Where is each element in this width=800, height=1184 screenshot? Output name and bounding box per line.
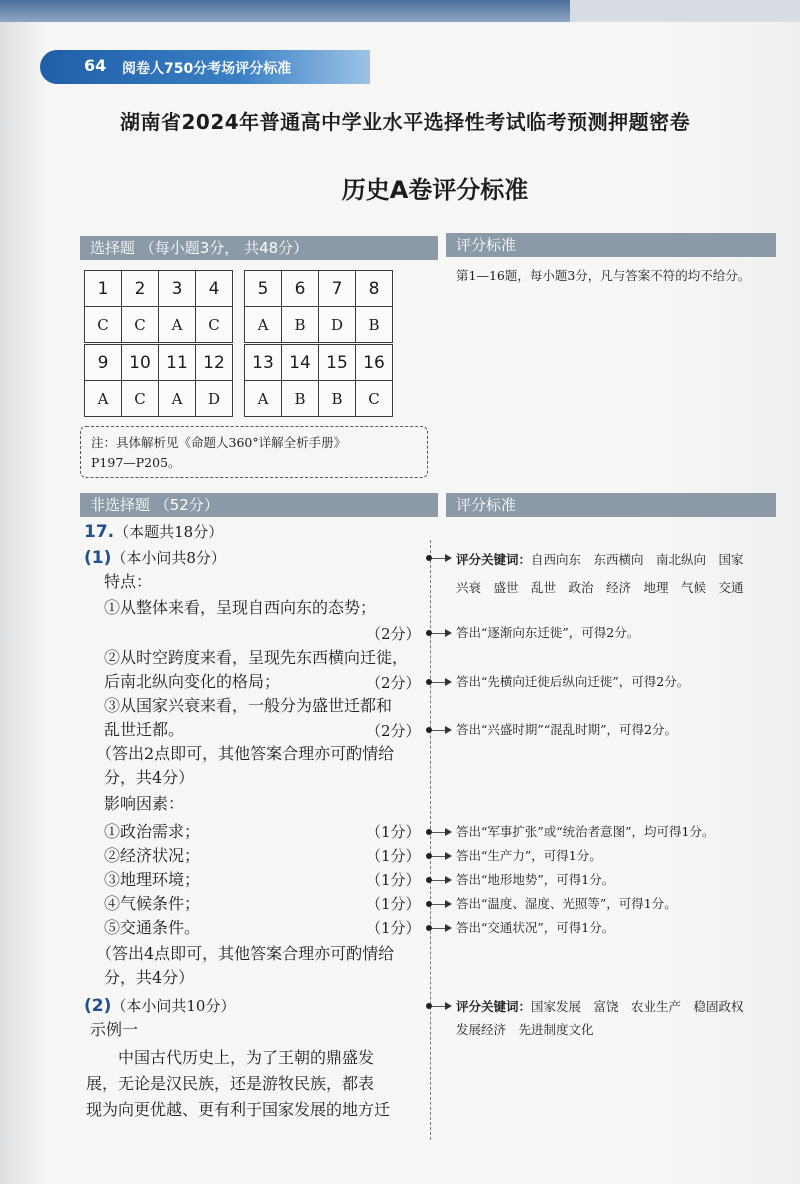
reference-note — [80, 426, 428, 478]
answer-letter: A — [159, 381, 196, 417]
choice-criteria-header: 评分标准 — [446, 233, 776, 257]
answer-letter: C — [122, 381, 159, 417]
part-number: (2) — [84, 996, 112, 1016]
feature-3-line-1: ③从国家兴衰来看，一般分为盛世迁都和 — [104, 696, 393, 715]
question-number: 4 — [196, 271, 233, 307]
answer-table-1-4 — [84, 270, 233, 343]
feature-3-line-2: 乱世迁都。 — [104, 720, 185, 739]
feature-2-rule: 答出“先横向迁徙后纵向迁徙”，可得2分。 — [456, 674, 690, 689]
page-number: 64 — [84, 56, 107, 75]
keywords: 国家发展 富饶 农业生产 稳固政权 — [531, 999, 744, 1014]
answer-letter: A — [245, 381, 282, 417]
factor-5-score: （1分） — [366, 919, 421, 937]
answer-letter: D — [319, 307, 356, 343]
factor-4-rule: 答出“温度、湿度、光照等”，可得1分。 — [456, 896, 677, 911]
answer-letter: C — [122, 307, 159, 343]
nonchoice-section-header: 非选择题 （52分） — [80, 493, 438, 517]
features-note-line-1: （答出2点即可，其他答案合理亦可酌情给 — [96, 744, 395, 763]
factors-note-line-2: 分，共4分） — [104, 968, 195, 987]
answer-table-5-8 — [244, 270, 393, 343]
question-number: 6 — [282, 271, 319, 307]
features-label: 特点： — [104, 572, 153, 591]
factor-2-score: （1分） — [366, 847, 421, 865]
feature-3-score: （2分） — [366, 722, 421, 740]
question-number: 1 — [85, 271, 122, 307]
question-number: 12 — [196, 345, 233, 381]
question-number: 16 — [356, 345, 393, 381]
part-2-keywords-line — [456, 997, 744, 1015]
part-1-keywords-line-2: 兴衰 盛世 乱世 政治 经济 地理 气候 交通 — [456, 580, 744, 595]
factors-note-line-1: （答出4点即可，其他答案合理亦可酌情给 — [96, 944, 395, 963]
part-score-note: （本小问共8分） — [111, 549, 226, 567]
question-number: 17. — [84, 522, 115, 542]
factor-3-rule: 答出“地形地势”，可得1分。 — [456, 872, 615, 887]
choice-section-header: 选择题 （每小题3分， 共48分） — [80, 236, 438, 260]
answer-letter: B — [282, 307, 319, 343]
rule-connector — [430, 928, 450, 929]
book-edge-strip — [0, 0, 800, 22]
factor-4: ④气候条件； — [104, 894, 201, 913]
factors-label: 影响因素： — [104, 794, 185, 813]
question-score-note: （本题共18分） — [114, 523, 224, 541]
question-number: 11 — [159, 345, 196, 381]
answer-letter: B — [282, 381, 319, 417]
example-paragraph-line-3: 现为向更优越、更有利于国家发展的地方迁 — [86, 1100, 391, 1119]
answer-letter: A — [245, 307, 282, 343]
keywords-label: 评分关键词： — [456, 999, 532, 1014]
keyword-connector — [430, 1006, 450, 1007]
factor-2: ②经济状况； — [104, 846, 201, 865]
part-score-note: （本小问共10分） — [111, 997, 236, 1015]
feature-2-score: （2分） — [366, 674, 421, 692]
factor-5: ⑤交通条件。 — [104, 918, 201, 937]
factor-1: ①政治需求； — [104, 822, 201, 841]
part-1-heading — [84, 546, 226, 570]
keywords: 自西向东 东西横向 南北纵向 国家 — [531, 552, 744, 567]
answer-letter: B — [356, 307, 393, 343]
question-number: 10 — [122, 345, 159, 381]
example-label: 示例一 — [90, 1020, 139, 1039]
rule-connector — [430, 730, 450, 731]
question-number: 13 — [245, 345, 282, 381]
note-line: 注：具体解析见《命题人360°详解全析手册》 — [91, 435, 347, 450]
feature-2-line-2: 后南北纵向变化的格局； — [104, 672, 281, 691]
example-paragraph-line-2: 展，无论是汉民族，还是游牧民族，都表 — [86, 1074, 375, 1093]
choice-criteria-text: 第1—16题，每小题3分，凡与答案不符的均不给分。 — [456, 268, 751, 283]
question-number: 7 — [319, 271, 356, 307]
factor-3: ③地理环境； — [104, 870, 201, 889]
factor-1-score: （1分） — [366, 823, 421, 841]
question-number: 14 — [282, 345, 319, 381]
factor-3-score: （1分） — [366, 871, 421, 889]
question-number: 15 — [319, 345, 356, 381]
question-number: 2 — [122, 271, 159, 307]
rule-connector — [430, 904, 450, 905]
factor-2-rule: 答出“生产力”，可得1分。 — [456, 848, 602, 863]
part-1-keywords-line — [456, 550, 744, 568]
answer-letter: C — [356, 381, 393, 417]
answer-letter: C — [196, 307, 233, 343]
question-number: 9 — [85, 345, 122, 381]
section-title: 历史A卷评分标准 — [341, 176, 529, 204]
answer-letter: A — [85, 381, 122, 417]
rule-connector — [430, 682, 450, 683]
answer-letter: C — [85, 307, 122, 343]
feature-2-line-1: ②从时空跨度来看，呈现先东西横向迁徙， — [104, 648, 409, 667]
feature-3-rule: 答出“兴盛时期”“混乱时期”，可得2分。 — [456, 722, 678, 737]
rule-connector — [430, 856, 450, 857]
answer-letter: B — [319, 381, 356, 417]
book-title: 阅卷人750分考场评分标准 — [122, 61, 292, 77]
question-number: 8 — [356, 271, 393, 307]
answer-letter: A — [159, 307, 196, 343]
feature-1-score: （2分） — [366, 625, 421, 643]
factor-1-rule: 答出“军事扩张”或“统治者意图”，均可得1分。 — [456, 824, 715, 839]
keyword-connector — [430, 558, 450, 559]
part-2-keywords-line-2: 发展经济 先进制度文化 — [456, 1022, 594, 1037]
example-paragraph-line-1: 中国古代历史上，为了王朝的鼎盛发 — [118, 1048, 375, 1067]
part-2-heading — [84, 994, 235, 1018]
answer-letter: D — [196, 381, 233, 417]
feature-1: ①从整体来看，呈现自西向东的态势； — [104, 598, 377, 617]
feature-1-rule: 答出“逐渐向东迁徙”，可得2分。 — [456, 625, 640, 640]
features-note-line-2: 分，共4分） — [104, 768, 195, 787]
nonchoice-criteria-header: 评分标准 — [446, 493, 776, 517]
factor-5-rule: 答出“交通状况”，可得1分。 — [456, 920, 615, 935]
question-number: 5 — [245, 271, 282, 307]
answer-table-13-16 — [244, 344, 393, 417]
question-number: 3 — [159, 271, 196, 307]
rule-connector — [430, 633, 450, 634]
answer-table-9-12 — [84, 344, 233, 417]
rule-connector — [430, 880, 450, 881]
note-line: P197—P205。 — [91, 455, 181, 470]
keywords-label: 评分关键词： — [456, 552, 532, 567]
factor-4-score: （1分） — [366, 895, 421, 913]
part-number: (1) — [84, 548, 112, 568]
question-17-heading — [84, 520, 223, 544]
exam-title: 湖南省2024年普通高中学业水平选择性考试临考预测押题密卷 — [120, 110, 691, 134]
rule-connector — [430, 832, 450, 833]
